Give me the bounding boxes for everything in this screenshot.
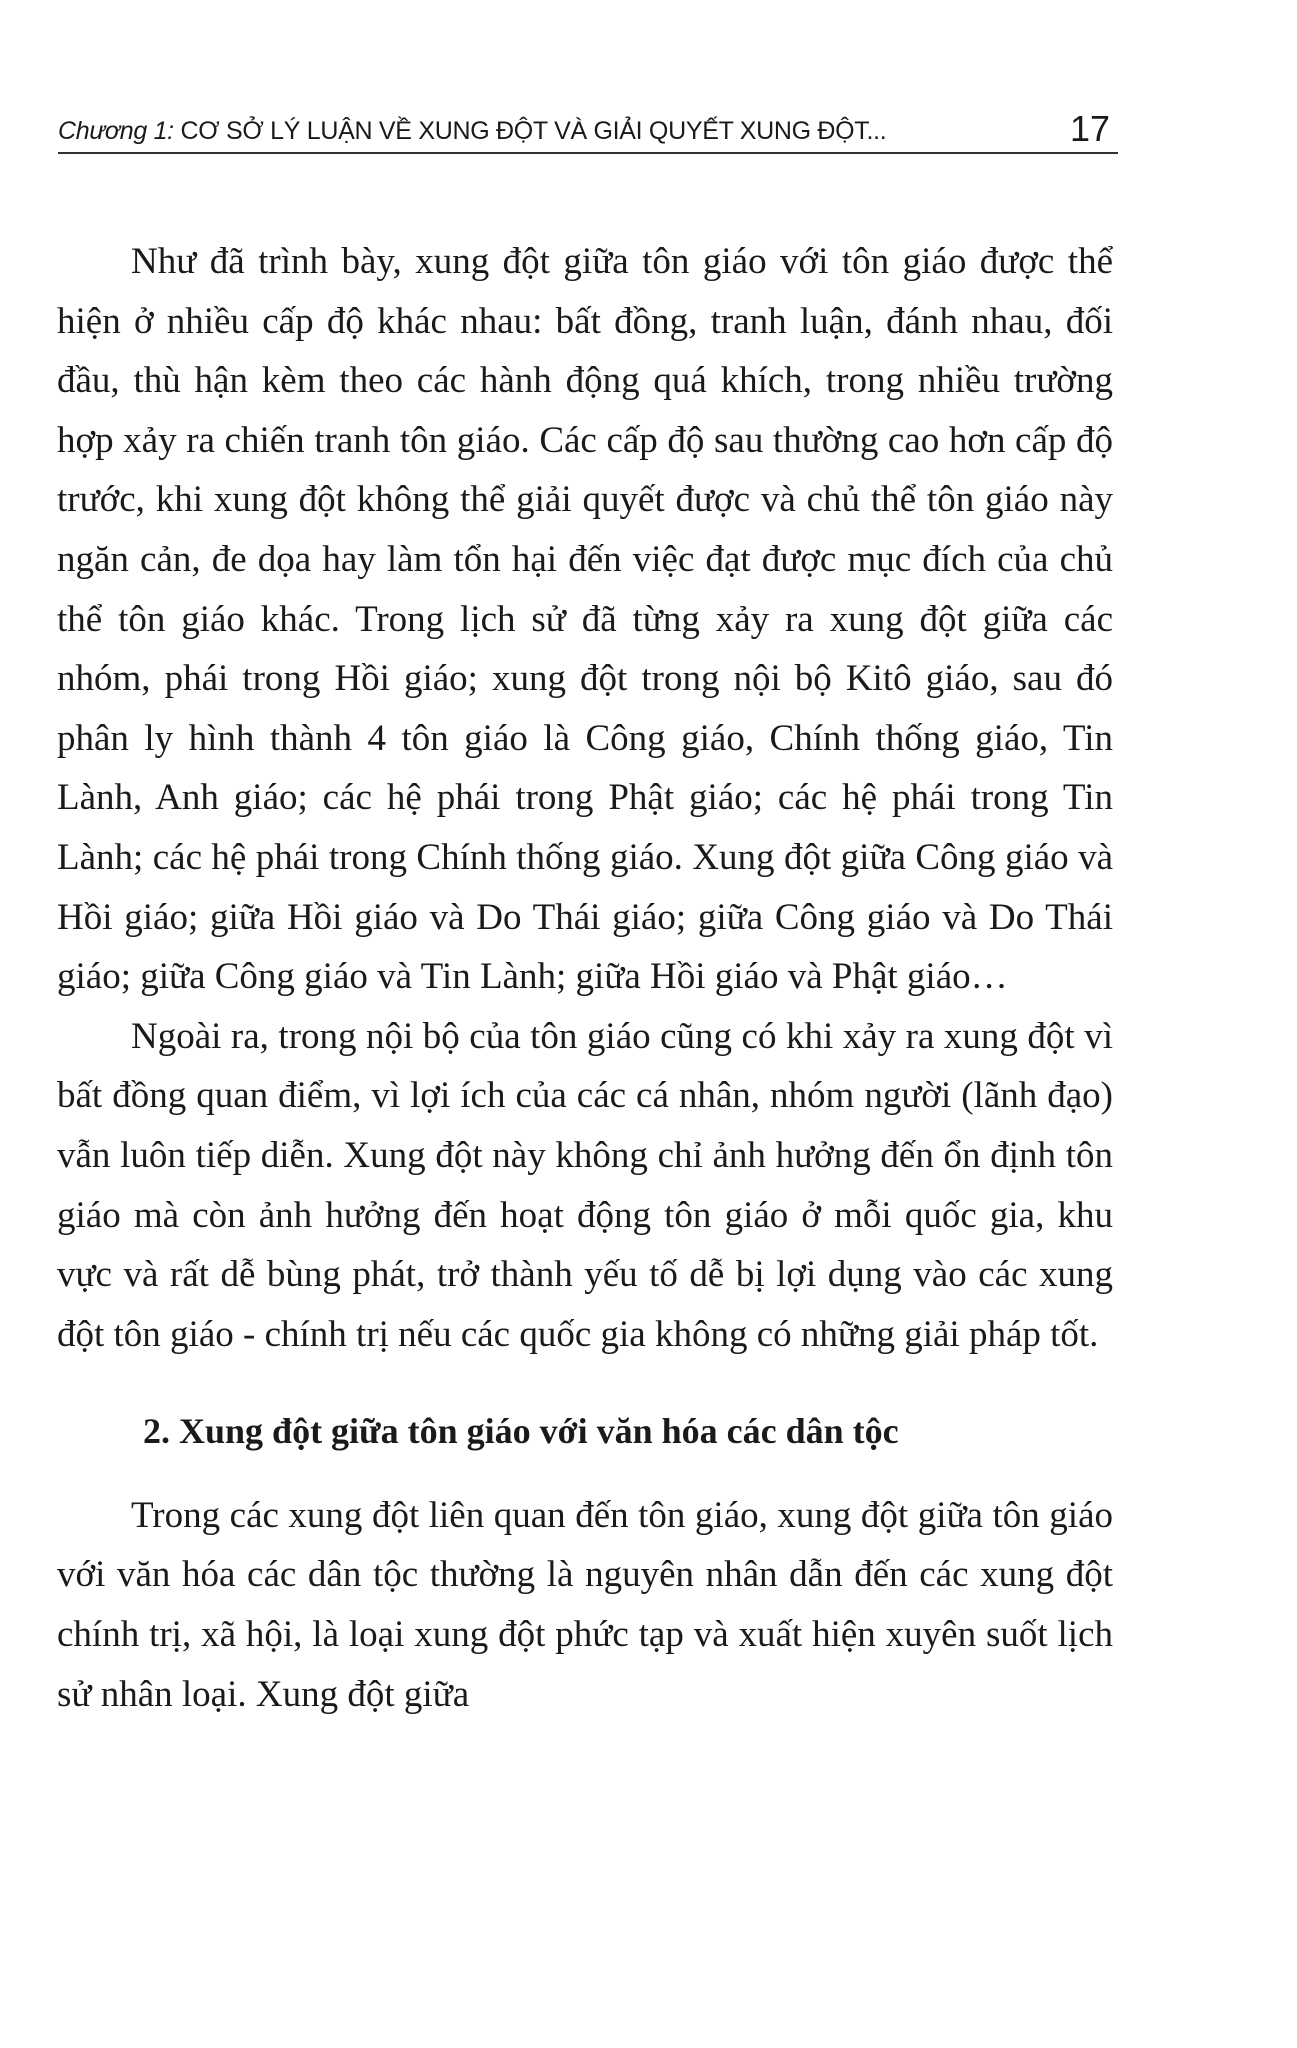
chapter-title: CƠ SỞ LÝ LUẬN VỀ XUNG ĐỘT VÀ GIẢI QUYẾT XUNG ĐỘT... [180, 117, 887, 145]
running-header [58, 104, 1118, 154]
paragraph-internal-conflict: Ngoài ra, trong nội bộ của tôn giáo cũng có khi xảy ra xung đột vì bất đồng quan điểm, vì lợi ích của các cá nhân, nhóm người (lãnh đạo) vẫn luôn tiếp diễn. Xung đột này không chỉ ảnh hưởng đến ổn định tôn giáo mà còn ảnh hưởng đến hoạt động tôn giáo ở mỗi quốc gia, khu vực và rất dễ bùng phát, trở thành yếu tố dễ bị lợi dụng vào các xung đột tôn giáo - chính trị nếu các quốc gia không có những giải pháp tốt. [57, 1015, 1113, 1355]
section-heading: 2. Xung đột giữa tôn giáo với văn hóa các dân tộc [143, 1411, 899, 1452]
running-header-title [58, 117, 886, 152]
body-text [57, 232, 1113, 1724]
chapter-label: Chương 1: [58, 117, 174, 145]
paragraph-religion-vs-religion: Như đã trình bày, xung đột giữa tôn giáo với tôn giáo được thể hiện ở nhiều cấp độ khác nhau: bất đồng, tranh luận, đánh nhau, đối đầu, thù hận kèm theo các hành động quá khích, trong nhiều trường hợp xảy ra chiến tranh tôn giáo. Các cấp độ sau thường cao hơn cấp độ trước, khi xung đột không thể giải quyết được và chủ thể tôn giáo này ngăn cản, đe dọa hay làm tổn hại đến việc đạt được mục đích của chủ thể tôn giáo khác. Trong lịch sử đã từng xảy ra xung đột giữa các nhóm, phái trong Hồi giáo; xung đột trong nội bộ Kitô giáo, sau đó phân ly hình thành 4 tôn giáo là Công giáo, Chính thống giáo, Tin Lành, Anh giáo; các hệ phái trong Phật giáo; các hệ phái trong Tin Lành; các hệ phái trong Chính thống giáo. Xung đột giữa Công giáo và Hồi giáo; giữa Hồi giáo và Do Thái giáo; giữa Công giáo và Do Thái giáo; giữa Công giáo và Tin Lành; giữa Hồi giáo và Phật giáo… [57, 241, 1113, 998]
page-number: 17 [1069, 108, 1110, 149]
paragraph-religion-vs-culture: Trong các xung đột liên quan đến tôn giáo, xung đột giữa tôn giáo với văn hóa các dân tộc thường là nguyên nhân dẫn đến các xung đột chính trị, xã hội, là loại xung đột phức tạp và xuất hiện xuyên suốt lịch sử nhân loại. Xung đột giữa [57, 1494, 1113, 1715]
